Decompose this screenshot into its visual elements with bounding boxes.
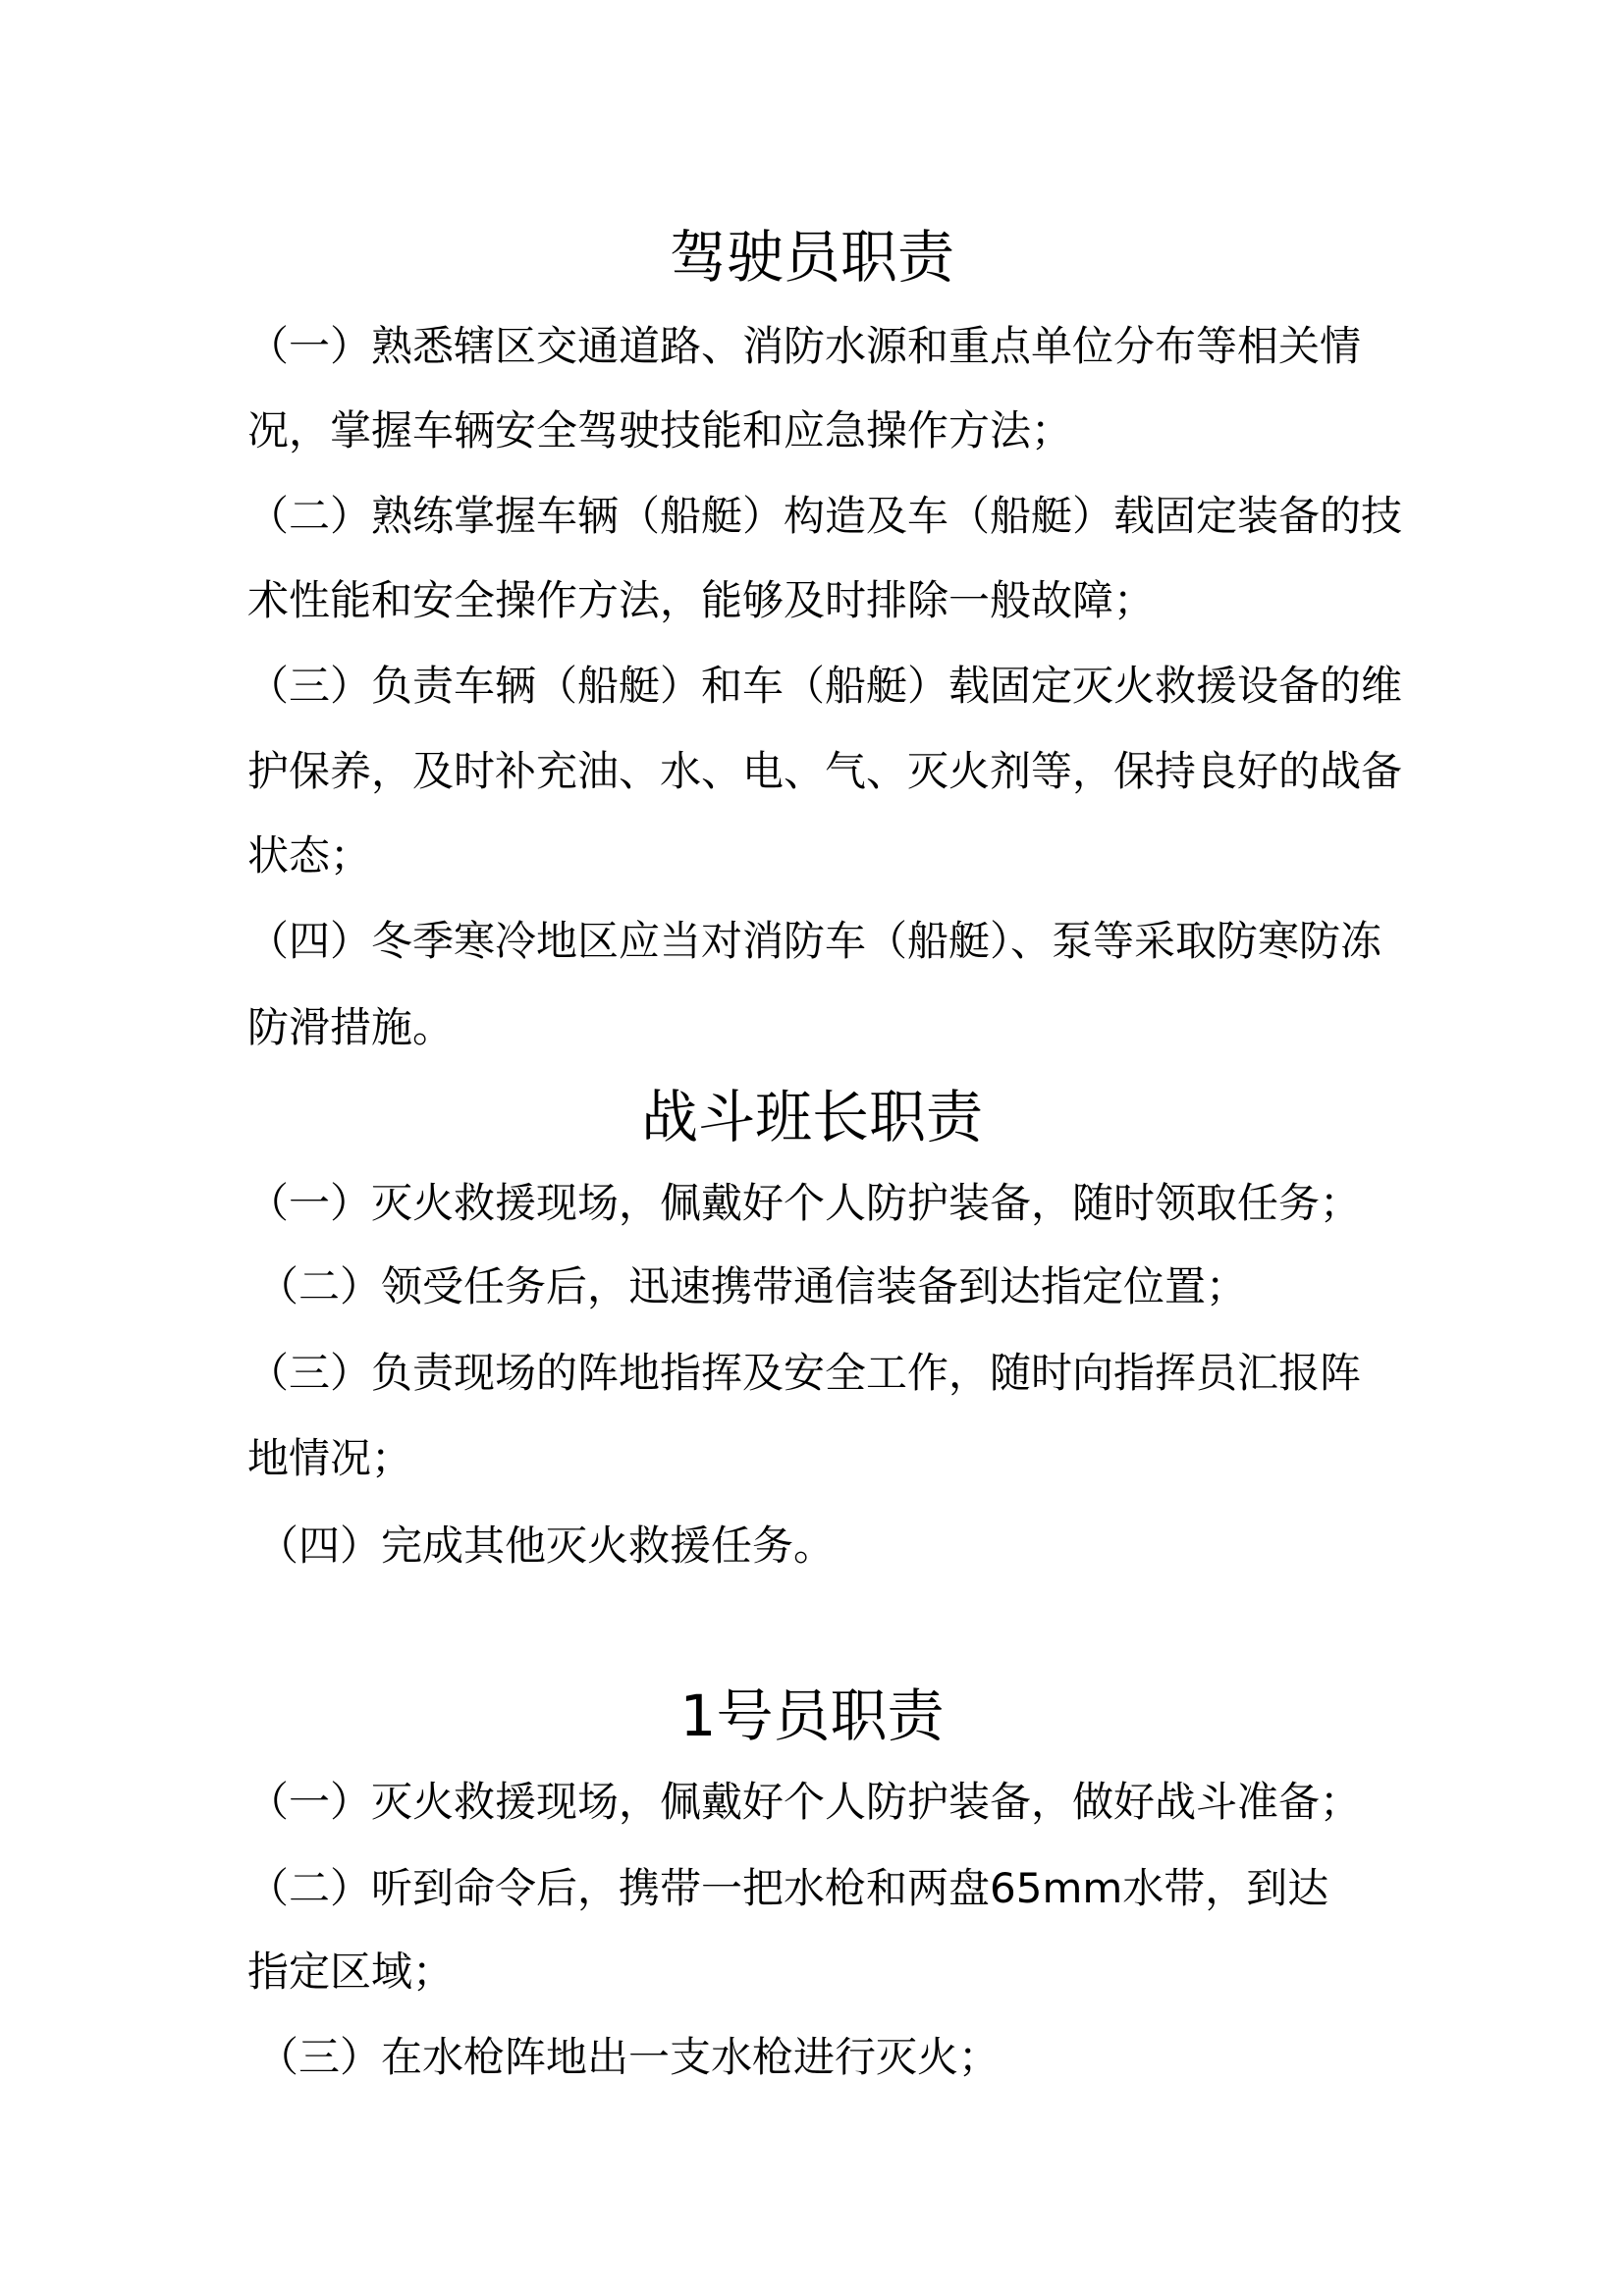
paragraph-line: （四）完成其他灭火救援任务。	[257, 1522, 836, 1570]
section-title-squad-leader: 战斗班长职责	[640, 1084, 983, 1150]
paragraph-line: （一）灭火救援现场，佩戴好个人防护装备，做好战斗准备；	[247, 1778, 1362, 1826]
paragraph-line: 况，掌握车辆安全驾驶技能和应急操作方法；	[247, 406, 1073, 454]
paragraph-line: （三）负责车辆（船艇）和车（船艇）载固定灭火救援设备的维	[247, 662, 1403, 710]
section-title-driver: 驾驶员职责	[669, 224, 954, 291]
paragraph-line: 地情况；	[247, 1434, 413, 1482]
paragraph-line: （三）负责现场的阵地指挥及安全工作，随时向指挥员汇报阵	[247, 1349, 1362, 1397]
paragraph-line: 状态；	[247, 831, 372, 880]
paragraph-line: （四）冬季寒冷地区应当对消防车（船艇）、泵等采取防寒防冻	[247, 917, 1382, 965]
paragraph-line: （二）领受任务后，迅速携带通信装备到达指定位置；	[257, 1262, 1248, 1310]
paragraph-line: （一）灭火救援现场，佩戴好个人防护装备，随时领取任务；	[247, 1179, 1362, 1227]
paragraph-line: 防滑措施。	[247, 1003, 455, 1051]
paragraph-line: 术性能和安全操作方法，能够及时排除一般故障；	[247, 576, 1156, 624]
paragraph-line: 护保养，及时补充油、水、电、气、灭火剂等，保持良好的战备	[247, 747, 1403, 795]
paragraph-line: （二）听到命令后，携带一把水枪和两盘65mm水带，到达	[247, 1864, 1329, 1912]
paragraph-line: 指定区域；	[247, 1948, 455, 1996]
section-title-member-1: 1号员职责	[679, 1682, 945, 1749]
paragraph-line: （三）在水枪阵地出一支水枪进行灭火；	[257, 2033, 1001, 2081]
paragraph-line: （一）熟悉辖区交通道路、消防水源和重点单位分布等相关情	[247, 322, 1362, 370]
paragraph-line: （二）熟练掌握车辆（船艇）构造及车（船艇）载固定装备的技	[247, 492, 1403, 540]
